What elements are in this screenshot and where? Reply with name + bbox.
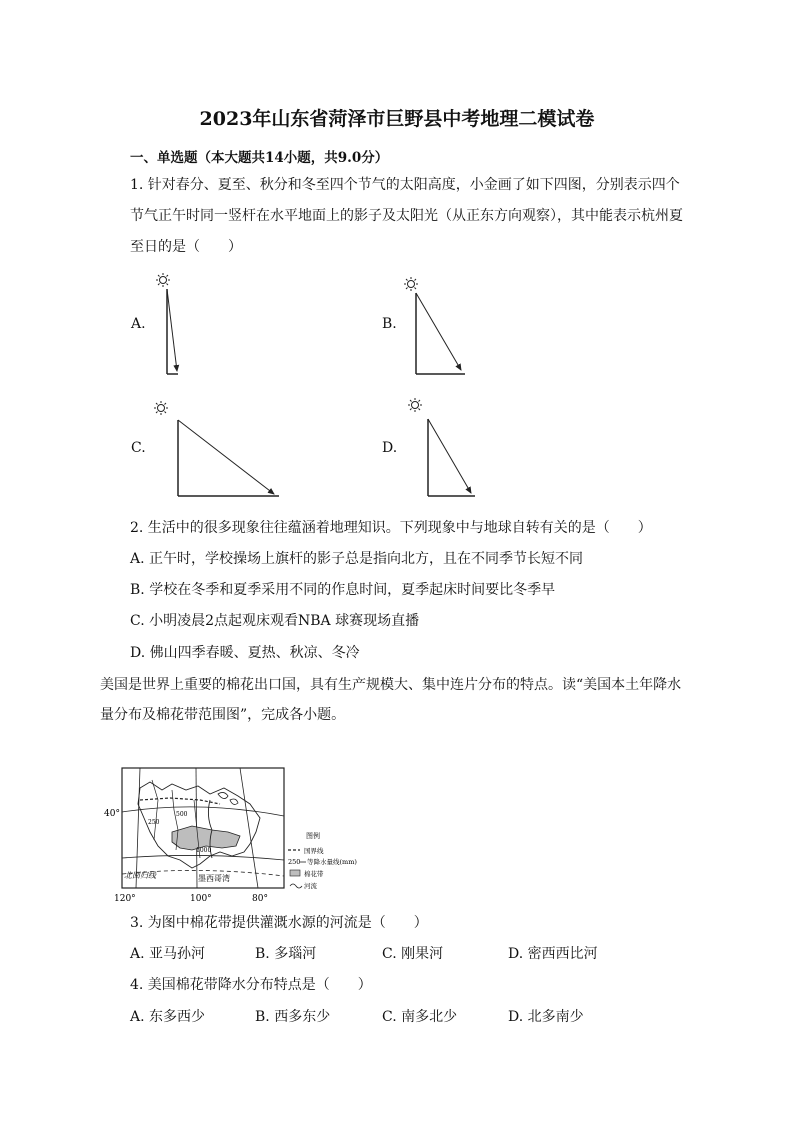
legend-title: 图例 bbox=[306, 832, 320, 840]
isohyet-250-label: 250 bbox=[148, 819, 160, 826]
legend-cotton: 棉花带 bbox=[304, 870, 324, 878]
lon-80-label: 80° bbox=[252, 894, 268, 904]
map-legend bbox=[288, 831, 357, 890]
legend-isohyet-value: 250 bbox=[288, 858, 301, 866]
q1-option-c-label[interactable]: C. bbox=[131, 440, 146, 456]
passage-line-1: 美国是世界上重要的棉花出口国，具有生产规模大、集中连片分布的特点。读“美国本土年降水 bbox=[100, 677, 682, 693]
q1-option-a-label[interactable]: A. bbox=[131, 316, 146, 332]
legend-border: 国界线 bbox=[304, 847, 324, 855]
sun-icon bbox=[408, 398, 422, 412]
lat-40-label: 40° bbox=[104, 809, 120, 819]
q1-stem-line-2: 节气正午时同一竖杆在水平地面上的影子及太阳光（从正东方向观察），其中能表示杭州夏 bbox=[130, 208, 683, 224]
q1-stem-line-1: 1. 针对春分、夏至、秋分和冬至四个节气的太阳高度，小金画了如下四图，分别表示四个 bbox=[130, 177, 680, 193]
section-header: 一、单选题（本大题共14小题，共9.0分） bbox=[130, 150, 389, 166]
us-cotton-map bbox=[100, 760, 360, 905]
q4-option-d[interactable]: D. 北多南少 bbox=[508, 1009, 584, 1025]
diagram-a bbox=[156, 273, 178, 374]
legend-isohyet: 等降水量线(mm) bbox=[307, 858, 357, 866]
isohyet-1000-label: 1000 bbox=[196, 847, 212, 854]
isohyet-500-label: 500 bbox=[176, 811, 188, 818]
q3-option-d[interactable]: D. 密西西比河 bbox=[508, 946, 598, 962]
q2-option-c[interactable]: C. 小明凌晨2点起观床观看NBA 球赛现场直播 bbox=[130, 613, 420, 629]
q1-option-d-label[interactable]: D. bbox=[382, 440, 398, 456]
diagram-d bbox=[408, 398, 475, 496]
tropic-label: 北回归线 bbox=[124, 871, 156, 880]
q3-option-b[interactable]: B. 多瑙河 bbox=[255, 946, 317, 962]
passage-line-2: 量分布及棉花带范围图”，完成各小题。 bbox=[100, 707, 346, 723]
diagram-c bbox=[154, 401, 279, 496]
q4-option-a[interactable]: A. 东多西少 bbox=[130, 1009, 206, 1025]
q1-stem-line-3: 至日的是（ ） bbox=[130, 239, 242, 255]
q3-option-a[interactable]: A. 亚马孙河 bbox=[130, 946, 206, 962]
q2-option-b[interactable]: B. 学校在冬季和夏季采用不同的作息时间，夏季起床时间要比冬季早 bbox=[130, 582, 556, 598]
q4-option-c[interactable]: C. 南多北少 bbox=[382, 1009, 458, 1025]
q2-option-a[interactable]: A. 正午时，学校操场上旗杆的影子总是指向北方，且在不同季节长短不同 bbox=[130, 551, 584, 567]
q2-option-d[interactable]: D. 佛山四季春暖、夏热、秋凉、冬冷 bbox=[130, 645, 360, 661]
legend-river: 河流 bbox=[304, 882, 317, 890]
lon-100-label: 100° bbox=[190, 894, 212, 904]
page-title: 2023年山东省菏泽市巨野县中考地理二模试卷 bbox=[199, 108, 595, 130]
q3-stem: 3. 为图中棉花带提供灌溉水源的河流是（ ） bbox=[130, 915, 428, 931]
sun-icon bbox=[154, 401, 168, 415]
sun-icon bbox=[404, 277, 418, 291]
diagram-b bbox=[404, 277, 465, 374]
lon-120-label: 120° bbox=[114, 894, 136, 904]
q1-option-b-label[interactable]: B. bbox=[382, 316, 397, 332]
q4-stem: 4. 美国棉花带降水分布特点是（ ） bbox=[130, 977, 372, 993]
q3-option-c[interactable]: C. 刚果河 bbox=[382, 946, 444, 962]
q2-stem: 2. 生活中的很多现象往往蕴涵着地理知识。下列现象中与地球自转有关的是（ ） bbox=[130, 520, 652, 536]
sun-icon bbox=[156, 273, 170, 287]
gulf-label: 墨西哥湾 bbox=[198, 874, 230, 883]
q1-diagrams bbox=[0, 0, 794, 520]
q4-option-b[interactable]: B. 西多东少 bbox=[255, 1009, 331, 1025]
